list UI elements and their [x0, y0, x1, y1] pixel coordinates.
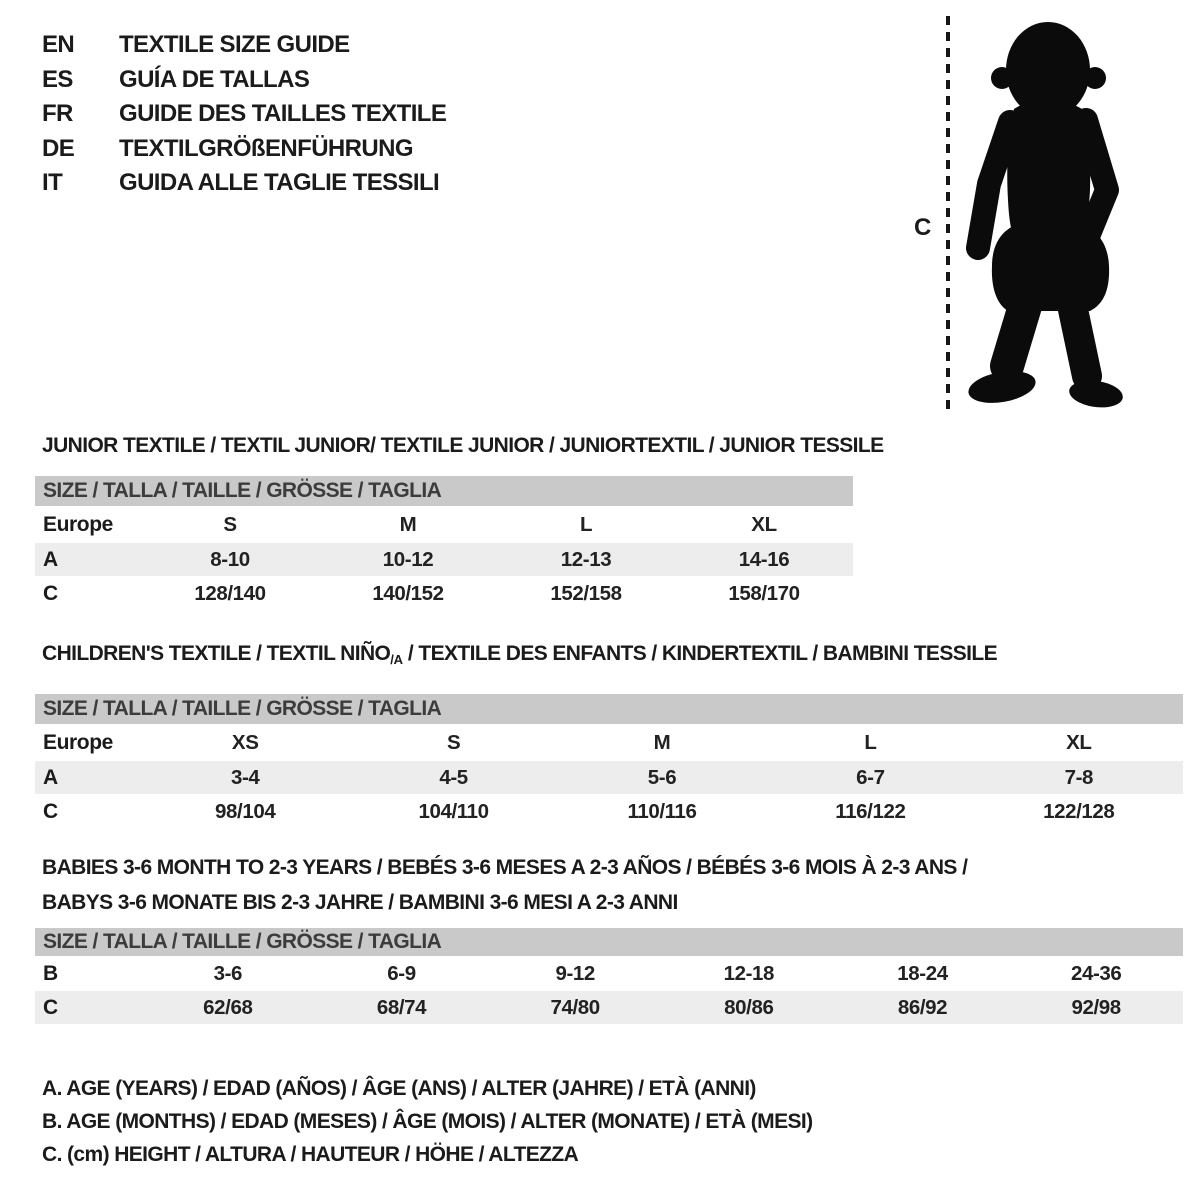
title-subscript: /A [390, 652, 403, 667]
lang-code: EN [42, 31, 75, 59]
table-cell: 68/74 [376, 995, 427, 1019]
babies-textile-section [35, 850, 1183, 1024]
table-cell: 12-13 [560, 547, 612, 571]
lang-row-fr [42, 97, 446, 132]
size-cell: XL [751, 512, 777, 536]
size-cell: L [864, 730, 877, 754]
table-row-age [35, 543, 853, 576]
lang-row-en [42, 28, 446, 63]
height-measure-label: C [914, 214, 932, 241]
row-label-b: B [43, 961, 58, 985]
table-cell: 7-8 [1064, 765, 1093, 789]
table-row-height [35, 991, 1183, 1024]
lang-row-it [42, 166, 446, 201]
size-cell: XS [231, 730, 259, 754]
table-row-age [35, 761, 1183, 794]
row-label-c: C [43, 799, 58, 823]
legend-line-b: B. AGE (MONTHS) / EDAD (MESES) / ÂGE (MOIS) / ALTER (MONATE) / ETÀ (MESI) [42, 1110, 813, 1133]
table-cell: 5-6 [647, 765, 677, 789]
size-header-band: SIZE / TALLA / TAILLE / GRÖSSE / TAGLIA [35, 928, 1183, 956]
junior-section-title: JUNIOR TEXTILE / TEXTIL JUNIOR/ TEXTILE JUNIOR / JUNIORTEXTIL / JUNIOR TESSILE [42, 434, 884, 457]
table-cell: 116/122 [835, 799, 906, 823]
lang-code: DE [42, 134, 75, 162]
lang-label: TEXTILE SIZE GUIDE [119, 31, 350, 59]
title-suffix: / TEXTILE DES ENFANTS / KINDERTEXTIL / BAMBINI TESSILE [402, 642, 998, 665]
size-cell: L [579, 512, 593, 536]
lang-code: ES [42, 65, 73, 93]
table-cell: 86/92 [897, 995, 948, 1019]
table-cell: 110/116 [627, 799, 697, 823]
table-cell: 152/158 [550, 581, 622, 605]
row-label-a: A [43, 765, 58, 789]
table-row-months [35, 956, 1183, 991]
table-cell: 92/98 [1071, 995, 1121, 1019]
table-cell: 98/104 [215, 799, 276, 823]
table-cell: 122/128 [1043, 799, 1115, 823]
baby-silhouette-icon [956, 14, 1136, 414]
region-label: Europe [43, 730, 113, 754]
measure-legend [42, 1072, 813, 1171]
table-cell: 18-24 [897, 961, 948, 985]
size-cell: S [223, 512, 237, 536]
size-cell: M [653, 730, 671, 754]
lang-row-de [42, 132, 446, 167]
row-label-c: C [43, 581, 58, 605]
table-row-height [35, 794, 1183, 829]
lang-label: GUÍA DE TALLAS [119, 65, 310, 93]
lang-label: GUIDA ALLE TAGLIE TESSILI [119, 169, 440, 197]
lang-label: TEXTILGRÖßENFÜHRUNG [119, 134, 413, 162]
size-cell: XL [1066, 730, 1092, 754]
table-cell: 62/68 [203, 995, 253, 1019]
title-prefix: CHILDREN'S TEXTILE / TEXTIL NIÑO [42, 642, 391, 665]
table-cell: 104/110 [418, 799, 489, 823]
lang-code: IT [42, 169, 63, 197]
babies-size-table [35, 928, 1183, 1024]
size-cell: S [446, 730, 461, 754]
table-cell: 24-36 [1070, 961, 1122, 985]
table-cell: 3-6 [213, 961, 243, 985]
table-row-height [35, 576, 853, 611]
size-header-band: SIZE / TALLA / TAILLE / GRÖSSE / TAGLIA [35, 476, 853, 506]
table-cell: 80/86 [724, 995, 774, 1019]
table-cell: 74/80 [550, 995, 600, 1019]
baby-figure [900, 0, 1200, 440]
table-cell: 8-10 [210, 547, 250, 571]
junior-textile-section [35, 433, 884, 611]
babies-section-title-line2: BABYS 3-6 MONATE BIS 2-3 JAHRE / BAMBINI 3-6 MESI A 2-3 ANNI [42, 891, 678, 914]
lang-code: FR [42, 100, 73, 128]
table-cell: 10-12 [382, 547, 434, 571]
table-cell: 14-16 [738, 547, 790, 571]
table-cell: 12-18 [723, 961, 775, 985]
table-cell: 6-9 [387, 961, 416, 985]
region-label: Europe [43, 512, 113, 536]
row-label-a: A [43, 547, 58, 571]
table-cell: 128/140 [194, 581, 266, 605]
table-cell: 3-4 [230, 765, 260, 789]
legend-line-a: A. AGE (YEARS) / EDAD (AÑOS) / ÂGE (ANS) / ALTER (JAHRE) / ETÀ (ANNI) [42, 1077, 756, 1100]
size-header-band: SIZE / TALLA / TAILLE / GRÖSSE / TAGLIA [35, 694, 1183, 724]
size-cell: M [399, 512, 417, 536]
table-row-sizes [35, 724, 1183, 761]
table-cell: 140/152 [372, 581, 444, 605]
row-label-c: C [43, 995, 58, 1019]
children-section-title [35, 641, 1183, 673]
babies-section-title-line1: BABIES 3-6 MONTH TO 2-3 YEARS / BEBÉS 3-6 MESES A 2-3 AÑOS / BÉBÉS 3-6 MOIS À 2-3 ANS / [42, 856, 968, 879]
height-measure-dashed-line [946, 16, 950, 414]
language-title-list [42, 28, 446, 201]
children-size-table [35, 694, 1183, 829]
lang-row-es [42, 63, 446, 98]
table-cell: 158/170 [728, 581, 800, 605]
lang-label: GUIDE DES TAILLES TEXTILE [119, 100, 447, 128]
table-row-sizes [35, 506, 853, 543]
junior-size-table [35, 476, 853, 611]
children-textile-section [35, 641, 1183, 829]
table-cell: 4-5 [439, 765, 468, 789]
table-cell: 9-12 [555, 961, 595, 985]
legend-line-c: C. (cm) HEIGHT / ALTURA / HAUTEUR / HÖHE / ALTEZZA [42, 1143, 579, 1166]
table-cell: 6-7 [856, 765, 885, 789]
